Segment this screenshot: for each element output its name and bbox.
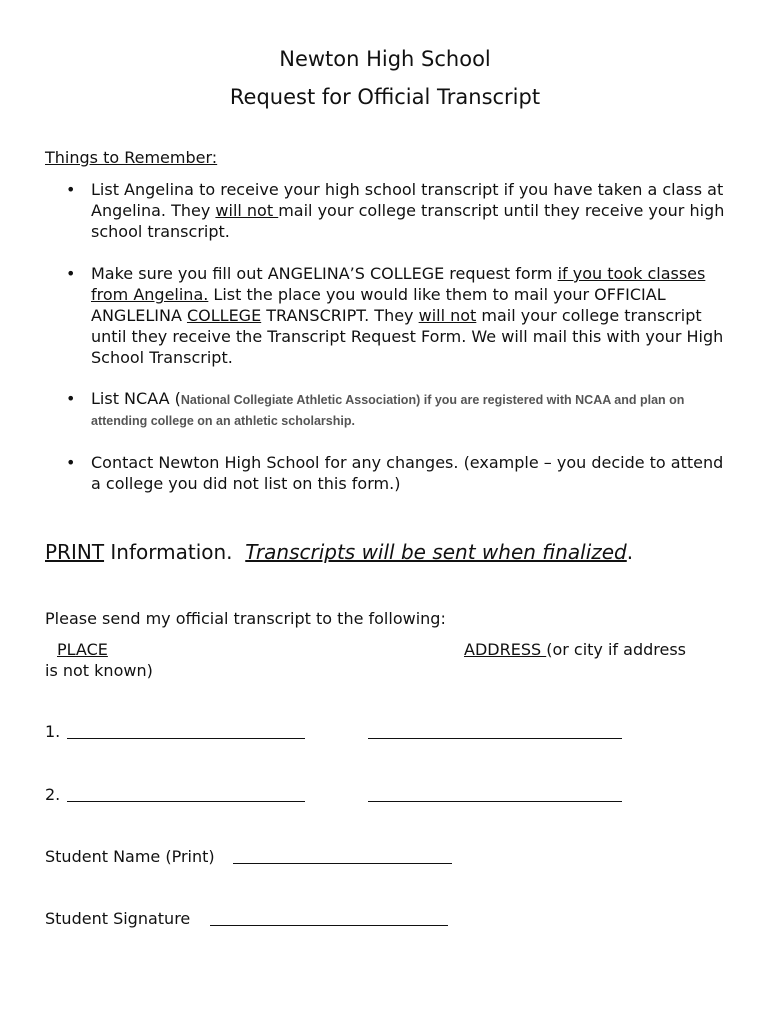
things-to-remember-heading: Things to Remember: — [45, 148, 218, 167]
list-item-ncaa: • List NCAA (National Collegiate Athletic Association) if you are registered with NCAA and plan on attending college on an athletic scholarship. — [91, 389, 731, 431]
address-field-2[interactable] — [368, 787, 622, 802]
place-field-2[interactable] — [67, 787, 305, 802]
student-signature-label: Student Signature — [45, 909, 196, 928]
student-name-field[interactable] — [233, 849, 452, 864]
list-item-contact: • Contact Newton High School for any changes. (example – you decide to attend a college you did not list on this form.) — [91, 452, 731, 494]
student-signature-field[interactable] — [210, 911, 448, 926]
student-name-label: Student Name (Print) — [45, 847, 215, 866]
remember-list — [91, 179, 731, 515]
student-name-row — [45, 847, 215, 866]
please-send-text: Please send my official transcript to the following: — [45, 609, 446, 628]
address-field-1[interactable] — [368, 724, 622, 739]
destination-row-2: 2. — [45, 785, 61, 804]
destination-row-1: 1. — [45, 722, 61, 741]
list-item-college-form: • Make sure you fill out ANGELINA’S COLLEGE request form if you took classes from Angelina. List the place you would like them to mail your OFFICIAL ANGLELINA COLLEGE TRANSCRIPT. They will not mail your college transcript until they receive the Transcript Request Form. We will mail this with your High School Transcript. — [91, 263, 731, 368]
address-column-label: ADDRESS (or city if address — [464, 640, 687, 659]
form-title: Request for Official Transcript — [229, 85, 541, 109]
place-field-1[interactable] — [67, 724, 305, 739]
school-name: Newton High School — [279, 47, 491, 71]
place-column-label: PLACE — [57, 640, 108, 659]
address-note-continued: is not known) — [45, 661, 153, 680]
student-signature-row — [45, 909, 195, 928]
print-information-heading: PRINT Information. Transcripts will be sent when finalized. — [45, 540, 634, 564]
list-item-angelina: • List Angelina to receive your high school transcript if you have taken a class at Angelina. They will not mail your college transcript until they receive your high school transcript. — [91, 179, 731, 242]
